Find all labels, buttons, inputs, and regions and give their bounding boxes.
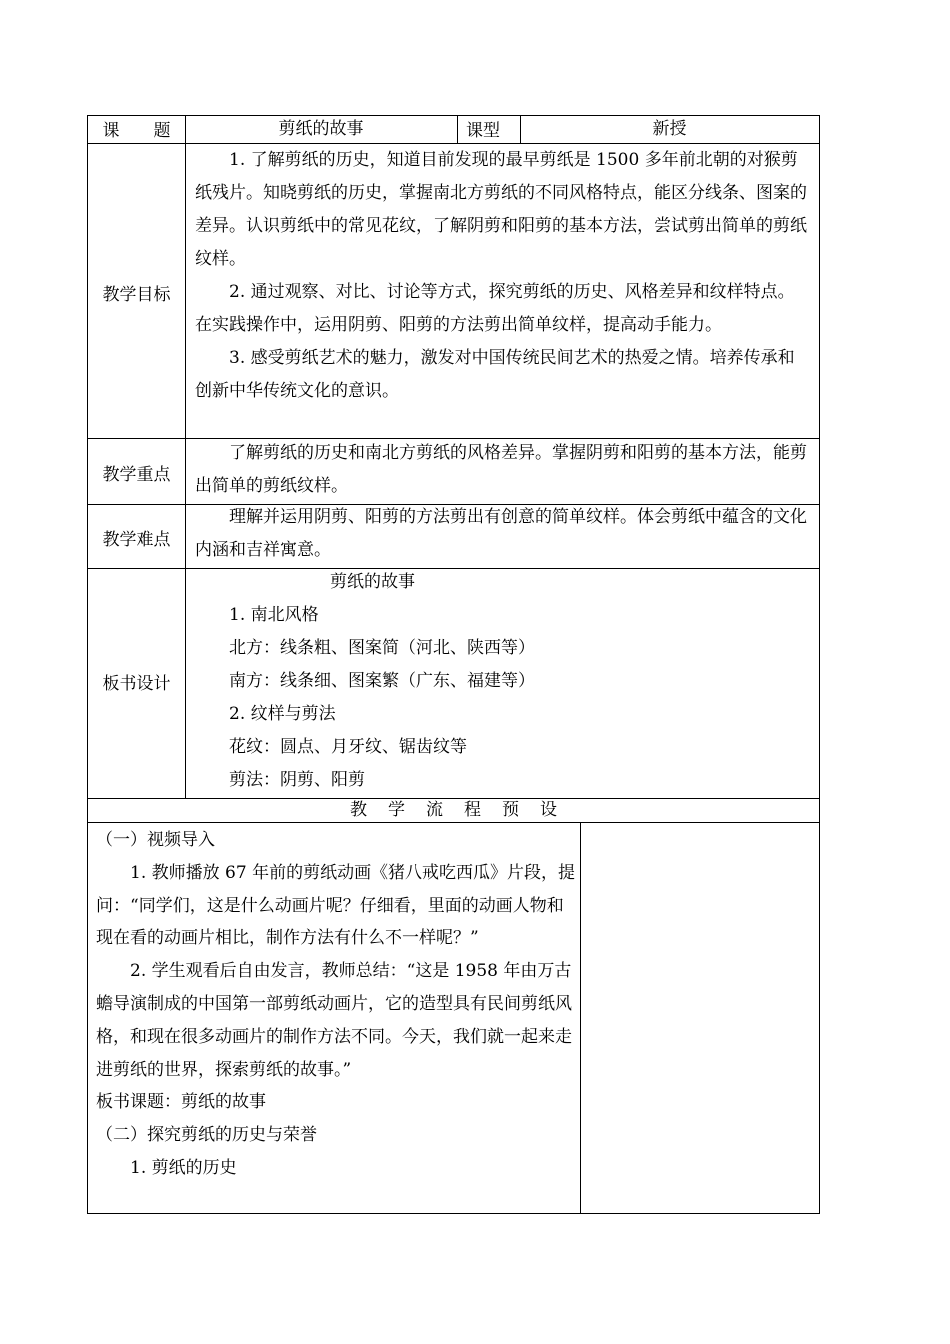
flow-paragraph: 2. 学生观看后自由发言，教师总结：“这是 1958 年由万古蟾导演制成的中国第一部剪纸动画片，它的造型具有民间剪纸风格，和现在很多动画片的制作方法不同。今天，我们就一起来走进剪纸的世界，探索剪纸的故事。” — [96, 961, 572, 1080]
board-title: 剪纸的故事 — [330, 572, 415, 592]
flow-paragraph: 板书课题：剪纸的故事 — [96, 1092, 266, 1113]
key-points-text: 了解剪纸的历史和南北方剪纸的风格差异。掌握阴剪和阳剪的基本方法，能剪出简单的剪纸纹样。 — [195, 443, 807, 496]
board-line: 北方：线条粗、图案简（河北、陕西等） — [229, 638, 535, 658]
flow-paragraph: 1. 教师播放 67 年前的剪纸动画《猪八戒吃西瓜》片段，提问：“同学们，这是什么动画片呢？仔细看，里面的动画人物和现在看的动画片相比，制作方法有什么不一样呢？” — [96, 862, 576, 949]
type-label: 课型 — [466, 121, 500, 141]
difficulties-content — [195, 501, 811, 567]
topic-label: 课 题 — [102, 121, 171, 141]
objectives-content — [195, 144, 811, 408]
board-line: 2. 纹样与剪法 — [229, 704, 336, 724]
objective-item: 1. 了解剪纸的历史，知道目前发现的最早剪纸是 1500 多年前北朝的对猴剪纸残片。知晓剪纸的历史，掌握南北方剪纸的不同风格特点，能区分线条、图案的差异。认识剪纸中的常见花纹，了解阴剪和阳剪的基本方法，尝试剪出简单的剪纸纹样。 — [195, 150, 807, 269]
objectives-label: 教学目标 — [102, 285, 171, 305]
column-divider — [580, 822, 581, 1214]
difficulties-label: 教学难点 — [102, 530, 171, 550]
board-line: 1. 南北风格 — [229, 605, 319, 625]
flow-paragraph: 1. 剪纸的历史 — [130, 1157, 237, 1178]
board-content — [195, 566, 811, 797]
lesson-plan-table — [87, 115, 820, 1214]
key-points-label: 教学重点 — [102, 465, 171, 485]
flow-heading: （二）探究剪纸的历史与荣誉 — [96, 1125, 317, 1146]
key-points-content — [195, 437, 811, 503]
board-line: 花纹：圆点、月牙纹、锯齿纹等 — [229, 737, 467, 757]
flow-heading: （一）视频导入 — [96, 830, 215, 850]
type-value: 新授 — [652, 119, 687, 139]
board-line: 剪法：阴剪、阳剪 — [229, 770, 365, 790]
objective-item: 在实践操作中，运用阴剪、阳剪的方法剪出简单纹样，提高动手能力。 — [195, 315, 722, 335]
topic-value: 剪纸的故事 — [278, 119, 364, 139]
difficulties-text: 理解并运用阴剪、阳剪的方法剪出有创意的简单纹样。体会剪纸中蕴含的文化内涵和吉祥寓意。 — [195, 507, 807, 560]
objective-item: 3. 感受剪纸艺术的魅力，激发对中国传统民间艺术的热爱之情。培养传承和创新中华传统文化的意识。 — [195, 348, 795, 401]
objective-item: 2. 通过观察、对比、讨论等方式，探究剪纸的历史、风格差异和纹样特点。 — [229, 282, 795, 302]
board-label: 板书设计 — [102, 674, 171, 694]
column-divider — [185, 116, 186, 798]
flow-content — [96, 824, 576, 1185]
flow-title: 教学流程预设 — [350, 800, 578, 820]
board-line: 南方：线条细、图案繁（广东、福建等） — [229, 671, 535, 691]
